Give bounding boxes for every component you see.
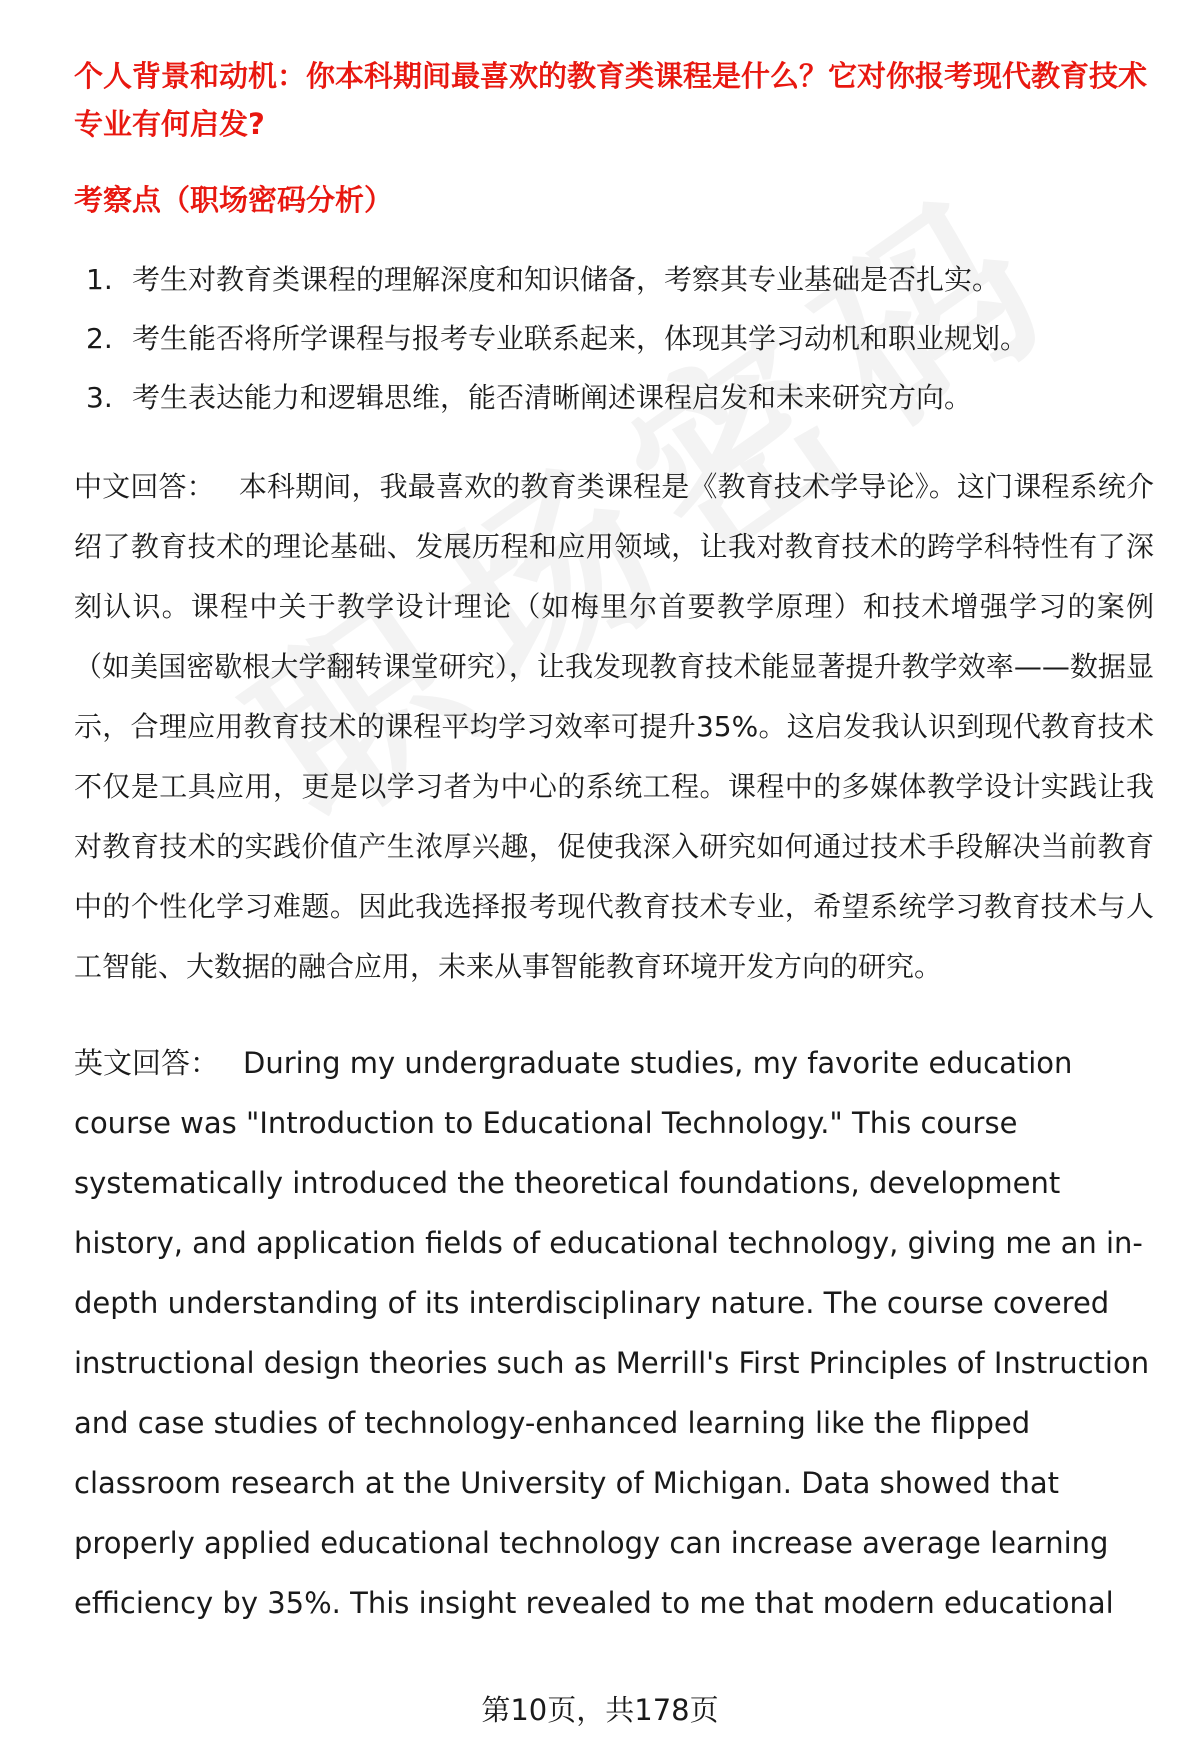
list-item: [74, 250, 1154, 309]
analysis-points-list: [74, 250, 1154, 427]
list-item: [74, 309, 1154, 368]
page-number: 第10页，共178页: [481, 1693, 719, 1727]
chinese-answer-text: 本科期间，我最喜欢的教育类课程是《教育技术学导论》。这门课程系统介绍了教育技术的理论基础、发展历程和应用领域，让我对教育技术的跨学科特性有了深刻认识。课程中关于教学设计理论（如梅里尔首要教学原理）和技术增强学习的案例（如美国密歇根大学翻转课堂研究），让我发现教育技术能显著提升教学效率——数据显示，合理应用教育技术的课程平均学习效率可提升35%。这启发我认识到现代教育技术不仅是工具应用，更是以学习者为中心的系统工程。课程中的多媒体教学设计实践让我对教育技术的实践价值产生浓厚兴趣，促使我深入研究如何通过技术手段解决当前教育中的个性化学习难题。因此我选择报考现代教育技术专业，希望系统学习教育技术与人工智能、大数据的融合应用，未来从事智能教育环境开发方向的研究。: [74, 470, 1154, 983]
question-heading: 个人背景和动机：你本科期间最喜欢的教育类课程是什么？它对你报考现代教育技术专业有何启发?: [74, 59, 1148, 141]
list-item-text: 考生能否将所学课程与报考专业联系起来，体现其学习动机和职业规划。: [132, 322, 1029, 355]
list-item-number: 2.: [86, 322, 113, 355]
chinese-answer-paragraph: [74, 457, 1154, 997]
list-item: [74, 368, 1154, 427]
english-answer-paragraph: [74, 1033, 1154, 1633]
analysis-heading: 考察点（职场密码分析）: [74, 183, 394, 217]
english-answer-label: 英文回答：: [74, 1046, 220, 1080]
document-page: [74, 52, 1154, 1633]
chinese-answer-label: 中文回答：: [74, 470, 215, 503]
english-answer-text: During my undergraduate studies, my favorite education course was "Introduction to Educational Technology." This course systematically introduced the theoretical foundations, development history, and application fields of educational technology, giving me an in-depth understanding of its interdisciplinary nature. The course covered instructional design theories such as Merrill's First Principles of Instruction and case studies of technology-enhanced learning like the flipped classroom research at the University of Michigan. Data showed that properly applied educational technology can increase average learning efficiency by 35%. This insight revealed to me that modern educational: [74, 1046, 1150, 1620]
list-item-number: 1.: [86, 263, 113, 296]
list-item-text: 考生对教育类课程的理解深度和知识储备，考察其专业基础是否扎实。: [132, 263, 1001, 296]
list-item-text: 考生表达能力和逻辑思维，能否清晰阐述课程启发和未来研究方向。: [132, 381, 973, 414]
list-item-number: 3.: [86, 381, 113, 414]
